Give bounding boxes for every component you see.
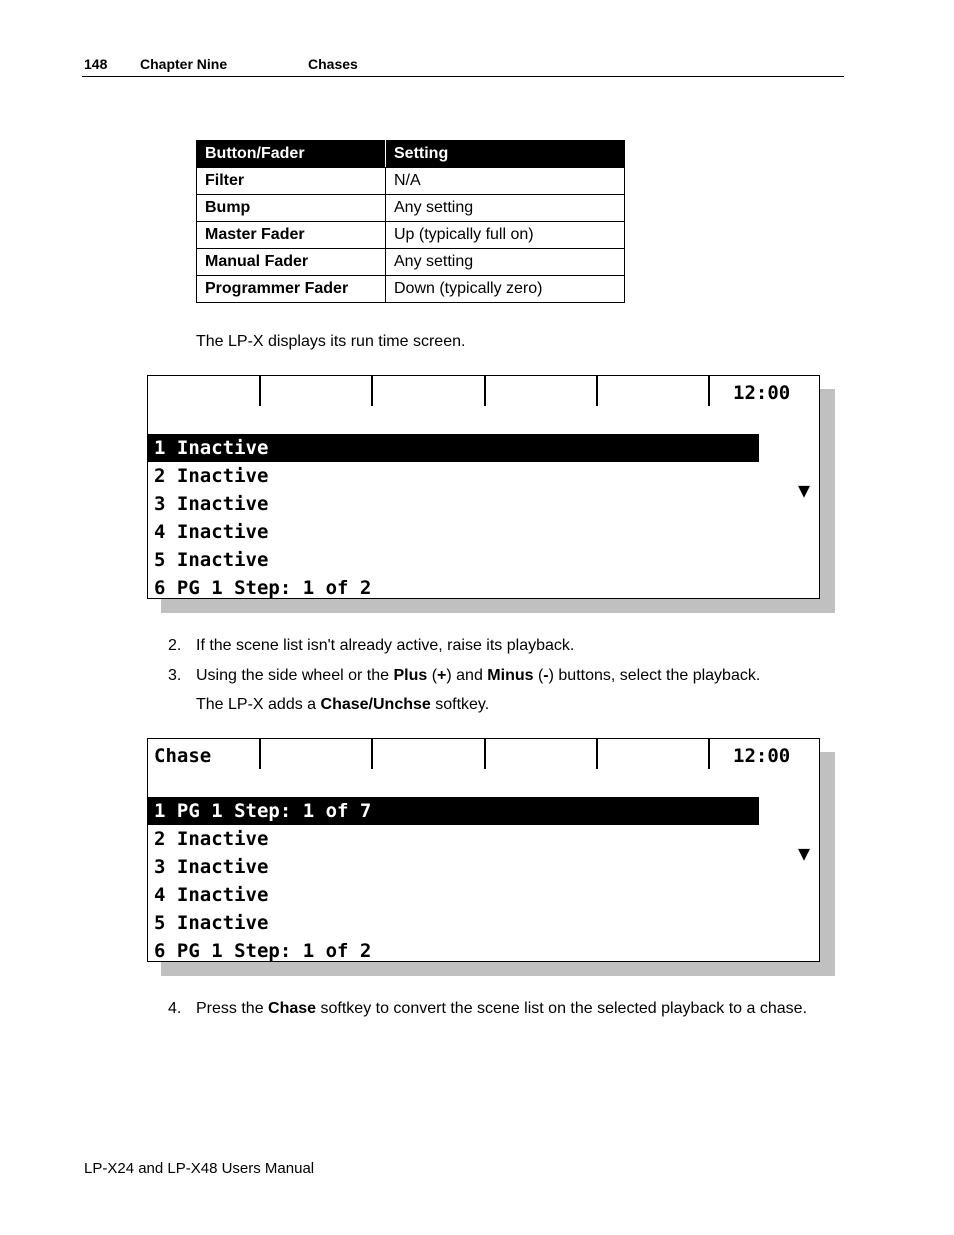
step-text: If the scene list isn't already active, raise its playback. — [196, 637, 575, 654]
step-text — [196, 999, 841, 1019]
table-cell: Down (typically zero) — [386, 276, 625, 303]
section-title: Chases — [308, 56, 358, 72]
clock-display: 12:00 — [733, 745, 791, 767]
scroll-down-icon: ▼ — [798, 841, 811, 865]
table-cell: Master Fader — [197, 222, 386, 249]
playback-row[interactable]: 5 Inactive — [154, 549, 269, 571]
softkey-divider — [596, 739, 598, 769]
softkey-divider — [259, 376, 261, 406]
playback-row[interactable]: 2 Inactive — [154, 465, 269, 487]
playback-row[interactable]: 4 Inactive — [154, 884, 269, 906]
plus-term: Plus — [393, 667, 428, 684]
chase-softkey[interactable]: Chase — [154, 745, 212, 767]
playback-row-selected[interactable]: 1 Inactive — [148, 434, 759, 462]
scroll-down-icon: ▼ — [798, 478, 811, 502]
run-time-screen — [147, 375, 835, 613]
playback-row[interactable]: 6 PG 1 Step: 1 of 2 — [154, 577, 372, 599]
table-header-row — [197, 141, 625, 168]
step-number: 3. — [168, 667, 182, 684]
playback-row[interactable]: 5 Inactive — [154, 912, 269, 934]
playback-row-selected[interactable]: 1 PG 1 Step: 1 of 7 — [148, 797, 759, 825]
table-row — [197, 249, 625, 276]
table-row — [197, 168, 625, 195]
column-header: Button/Fader — [197, 141, 386, 168]
step-number: 4. — [168, 1000, 182, 1017]
page-footer: LP-X24 and LP-X48 Users Manual — [84, 1160, 315, 1177]
table-cell: Any setting — [386, 195, 625, 222]
settings-table — [196, 140, 625, 303]
column-header: Setting — [386, 141, 625, 168]
clock-display: 12:00 — [733, 382, 791, 404]
playback-row[interactable]: 2 Inactive — [154, 828, 269, 850]
step-note — [196, 695, 489, 715]
table-cell: N/A — [386, 168, 625, 195]
text-run: The LP-X adds a — [196, 696, 321, 713]
table-row — [197, 195, 625, 222]
text-run: ( — [427, 667, 438, 684]
table-cell: Programmer Fader — [197, 276, 386, 303]
chase-term: Chase — [268, 1000, 317, 1017]
lcd-display — [147, 738, 820, 962]
softkey-divider — [596, 376, 598, 406]
softkey-divider — [484, 739, 486, 769]
softkey-term: Chase/Unchse — [320, 696, 431, 713]
table-cell: Bump — [197, 195, 386, 222]
playback-row[interactable]: 3 Inactive — [154, 856, 269, 878]
lcd-display — [147, 375, 820, 599]
playback-row[interactable]: 4 Inactive — [154, 521, 269, 543]
playback-row[interactable]: 6 PG 1 Step: 1 of 2 — [154, 940, 372, 962]
softkey-divider — [484, 376, 486, 406]
table-cell: Up (typically full on) — [386, 222, 625, 249]
chapter-title: Chapter Nine — [140, 56, 228, 72]
chase-screen — [147, 738, 835, 976]
text-run: softkey to convert the scene list on the selected playback to a chase. — [316, 1000, 808, 1017]
minus-term: Minus — [487, 667, 534, 684]
text-run: Press the — [196, 1000, 269, 1017]
text-run: ( — [533, 667, 544, 684]
text-run: ) buttons, select the playback. — [548, 667, 761, 684]
page-header — [82, 56, 844, 77]
table-row — [197, 222, 625, 249]
softkey-divider — [708, 739, 710, 769]
playback-row[interactable]: 3 Inactive — [154, 493, 269, 515]
step-number: 2. — [168, 637, 182, 654]
step-text — [196, 666, 760, 686]
softkey-divider — [259, 739, 261, 769]
plus-symbol: + — [437, 667, 447, 684]
softkey-divider — [371, 739, 373, 769]
text-run: softkey. — [430, 696, 490, 713]
table-cell: Filter — [197, 168, 386, 195]
softkey-divider — [371, 376, 373, 406]
text-run: Using the side wheel or the — [196, 667, 394, 684]
table-row — [197, 276, 625, 303]
table-cell: Any setting — [386, 249, 625, 276]
intro-text: The LP-X displays its run time screen. — [196, 333, 466, 350]
minus-symbol: - — [543, 667, 549, 684]
softkey-divider — [708, 376, 710, 406]
table-cell: Manual Fader — [197, 249, 386, 276]
text-run: ) and — [446, 667, 488, 684]
page-number: 148 — [84, 56, 108, 72]
